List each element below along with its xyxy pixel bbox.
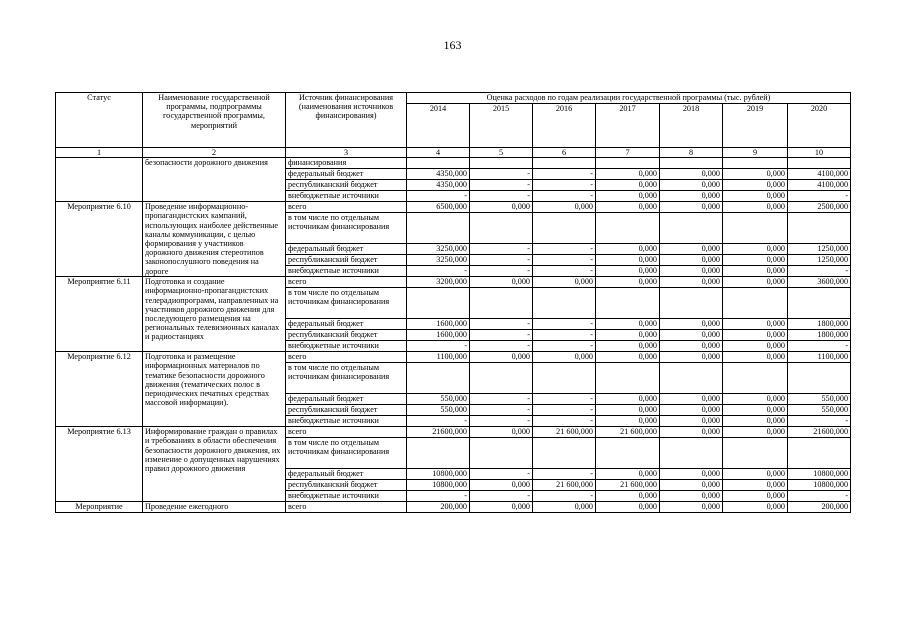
cell-amount-2018: 0,000 bbox=[660, 502, 723, 513]
header-year: 2017 bbox=[596, 104, 660, 148]
cell-amount-2020: 3600,000 bbox=[788, 277, 851, 288]
cell-amount-2015: - bbox=[470, 330, 533, 341]
cell-amount-2015: - bbox=[470, 244, 533, 255]
cell-amount-2015 bbox=[470, 213, 533, 244]
cell-amount-2020: 1250,000 bbox=[788, 244, 851, 255]
table-row bbox=[56, 352, 851, 363]
cell-amount-2017: 21 600,000 bbox=[596, 427, 660, 438]
column-number: 9 bbox=[723, 148, 788, 158]
cell-amount-2016: - bbox=[533, 255, 596, 266]
cell-amount-2018 bbox=[660, 363, 723, 394]
cell-amount-2019: 0,000 bbox=[723, 427, 788, 438]
cell-amount-2015 bbox=[470, 363, 533, 394]
cell-amount-2016: - bbox=[533, 405, 596, 416]
cell-amount-2014: - bbox=[407, 341, 470, 352]
cell-amount-2020: 10800,000 bbox=[788, 469, 851, 480]
row-funding-source: республиканский бюджет bbox=[286, 405, 407, 416]
cell-amount-2019 bbox=[723, 158, 788, 169]
row-funding-source: в том числе по отдельным источникам финансирования bbox=[286, 438, 407, 469]
row-funding-source: в том числе по отдельным источникам финансирования bbox=[286, 288, 407, 319]
cell-amount-2014 bbox=[407, 363, 470, 394]
row-funding-source: республиканский бюджет bbox=[286, 255, 407, 266]
cell-amount-2015: - bbox=[470, 319, 533, 330]
cell-amount-2020: - bbox=[788, 191, 851, 202]
cell-amount-2018 bbox=[660, 213, 723, 244]
column-number: 6 bbox=[533, 148, 596, 158]
cell-amount-2016 bbox=[533, 363, 596, 394]
cell-amount-2019: 0,000 bbox=[723, 330, 788, 341]
cell-amount-2015: - bbox=[470, 416, 533, 427]
cell-amount-2017: 0,000 bbox=[596, 180, 660, 191]
cell-amount-2017: 0,000 bbox=[596, 502, 660, 513]
cell-amount-2015: - bbox=[470, 180, 533, 191]
cell-amount-2018: 0,000 bbox=[660, 469, 723, 480]
header-year: 2015 bbox=[470, 104, 533, 148]
cell-amount-2015: - bbox=[470, 266, 533, 277]
cell-amount-2020 bbox=[788, 363, 851, 394]
cell-amount-2018: 0,000 bbox=[660, 277, 723, 288]
cell-amount-2020 bbox=[788, 213, 851, 244]
cell-amount-2018 bbox=[660, 158, 723, 169]
row-status bbox=[56, 158, 143, 202]
header-name: Наименование государственной программы, подпрограммы государственной программы, мероприятий bbox=[143, 93, 286, 148]
cell-amount-2019: 0,000 bbox=[723, 169, 788, 180]
cell-amount-2017: 0,000 bbox=[596, 491, 660, 502]
column-number: 3 bbox=[286, 148, 407, 158]
cell-amount-2017 bbox=[596, 363, 660, 394]
cell-amount-2019: 0,000 bbox=[723, 491, 788, 502]
row-measure-name: Подготовка и размещение информационных материалов по тематике безопасности дорожного движения (тематических полос в периодических печатных средствах массовой информации). bbox=[143, 352, 286, 427]
row-funding-source: всего bbox=[286, 277, 407, 288]
cell-amount-2014: 4350,000 bbox=[407, 180, 470, 191]
cell-amount-2015 bbox=[470, 158, 533, 169]
cell-amount-2016 bbox=[533, 158, 596, 169]
cell-amount-2019: 0,000 bbox=[723, 469, 788, 480]
cell-amount-2020: - bbox=[788, 416, 851, 427]
cell-amount-2017: 0,000 bbox=[596, 416, 660, 427]
header-estimate: Оценка расходов по годам реализации государственной программы (тыс. рублей) bbox=[407, 93, 851, 104]
cell-amount-2017 bbox=[596, 288, 660, 319]
row-funding-source: внебюджетные источники bbox=[286, 266, 407, 277]
cell-amount-2020 bbox=[788, 288, 851, 319]
cell-amount-2014: 6500,000 bbox=[407, 202, 470, 213]
cell-amount-2014 bbox=[407, 288, 470, 319]
cell-amount-2014: 3250,000 bbox=[407, 255, 470, 266]
row-status: Мероприятие 6.12 bbox=[56, 352, 143, 427]
cell-amount-2020: 1800,000 bbox=[788, 330, 851, 341]
cell-amount-2014: 10800,000 bbox=[407, 469, 470, 480]
cell-amount-2018: 0,000 bbox=[660, 416, 723, 427]
cell-amount-2015: - bbox=[470, 341, 533, 352]
table-body bbox=[56, 158, 851, 513]
cell-amount-2015: - bbox=[470, 169, 533, 180]
cell-amount-2020: - bbox=[788, 266, 851, 277]
row-status: Мероприятие bbox=[56, 502, 143, 513]
column-number: 2 bbox=[143, 148, 286, 158]
row-funding-source: внебюджетные источники bbox=[286, 341, 407, 352]
budget-table bbox=[55, 92, 851, 513]
column-number: 8 bbox=[660, 148, 723, 158]
cell-amount-2016: 0,000 bbox=[533, 202, 596, 213]
cell-amount-2020: 21600,000 bbox=[788, 427, 851, 438]
row-funding-source: федеральный бюджет bbox=[286, 244, 407, 255]
cell-amount-2018: 0,000 bbox=[660, 491, 723, 502]
cell-amount-2019 bbox=[723, 438, 788, 469]
cell-amount-2014: - bbox=[407, 491, 470, 502]
row-funding-source: всего bbox=[286, 502, 407, 513]
row-funding-source: федеральный бюджет bbox=[286, 319, 407, 330]
cell-amount-2015: - bbox=[470, 491, 533, 502]
header-source: Источник финансирования (наименования источников финансирования) bbox=[286, 93, 407, 148]
cell-amount-2016 bbox=[533, 288, 596, 319]
cell-amount-2019: 0,000 bbox=[723, 352, 788, 363]
cell-amount-2014 bbox=[407, 213, 470, 244]
cell-amount-2019: 0,000 bbox=[723, 394, 788, 405]
cell-amount-2018: 0,000 bbox=[660, 405, 723, 416]
cell-amount-2017: 0,000 bbox=[596, 202, 660, 213]
row-funding-source: внебюджетные источники bbox=[286, 191, 407, 202]
cell-amount-2016: - bbox=[533, 180, 596, 191]
column-number: 10 bbox=[788, 148, 851, 158]
table-row bbox=[56, 427, 851, 438]
header-year: 2020 bbox=[788, 104, 851, 148]
cell-amount-2018: 0,000 bbox=[660, 394, 723, 405]
cell-amount-2015: - bbox=[470, 469, 533, 480]
cell-amount-2017: 0,000 bbox=[596, 352, 660, 363]
cell-amount-2020: 10800,000 bbox=[788, 480, 851, 491]
cell-amount-2018: 0,000 bbox=[660, 319, 723, 330]
cell-amount-2016: - bbox=[533, 341, 596, 352]
cell-amount-2020: 550,000 bbox=[788, 394, 851, 405]
row-funding-source: республиканский бюджет bbox=[286, 480, 407, 491]
cell-amount-2017 bbox=[596, 213, 660, 244]
cell-amount-2019: 0,000 bbox=[723, 405, 788, 416]
cell-amount-2016: - bbox=[533, 319, 596, 330]
cell-amount-2014: 550,000 bbox=[407, 394, 470, 405]
column-number: 4 bbox=[407, 148, 470, 158]
cell-amount-2017: 0,000 bbox=[596, 255, 660, 266]
cell-amount-2017: 21 600,000 bbox=[596, 480, 660, 491]
cell-amount-2020: - bbox=[788, 491, 851, 502]
cell-amount-2018: 0,000 bbox=[660, 191, 723, 202]
cell-amount-2017: 0,000 bbox=[596, 469, 660, 480]
cell-amount-2018: 0,000 bbox=[660, 266, 723, 277]
header-year: 2018 bbox=[660, 104, 723, 148]
cell-amount-2014: - bbox=[407, 191, 470, 202]
row-funding-source: в том числе по отдельным источникам финансирования bbox=[286, 363, 407, 394]
cell-amount-2014: 1600,000 bbox=[407, 319, 470, 330]
column-number: 7 bbox=[596, 148, 660, 158]
cell-amount-2019: 0,000 bbox=[723, 180, 788, 191]
cell-amount-2016: - bbox=[533, 244, 596, 255]
cell-amount-2015 bbox=[470, 438, 533, 469]
row-status: Мероприятие 6.13 bbox=[56, 427, 143, 502]
cell-amount-2020: 1800,000 bbox=[788, 319, 851, 330]
row-funding-source: финансирования bbox=[286, 158, 407, 169]
cell-amount-2018 bbox=[660, 288, 723, 319]
cell-amount-2017: 0,000 bbox=[596, 405, 660, 416]
table-row bbox=[56, 277, 851, 288]
cell-amount-2017: 0,000 bbox=[596, 394, 660, 405]
row-measure-name: Проведение ежегодного bbox=[143, 502, 286, 513]
cell-amount-2019: 0,000 bbox=[723, 277, 788, 288]
cell-amount-2014: 1600,000 bbox=[407, 330, 470, 341]
cell-amount-2016: 0,000 bbox=[533, 277, 596, 288]
cell-amount-2017: 0,000 bbox=[596, 319, 660, 330]
cell-amount-2016: - bbox=[533, 266, 596, 277]
cell-amount-2014 bbox=[407, 158, 470, 169]
cell-amount-2016: - bbox=[533, 169, 596, 180]
cell-amount-2016: 0,000 bbox=[533, 502, 596, 513]
cell-amount-2015: 0,000 bbox=[470, 502, 533, 513]
cell-amount-2016: 21 600,000 bbox=[533, 427, 596, 438]
cell-amount-2014: - bbox=[407, 416, 470, 427]
table-header bbox=[56, 93, 851, 158]
cell-amount-2017 bbox=[596, 158, 660, 169]
row-measure-name: безопасности дорожного движения bbox=[143, 158, 286, 202]
row-funding-source: всего bbox=[286, 202, 407, 213]
cell-amount-2017: 0,000 bbox=[596, 244, 660, 255]
cell-amount-2014: 21600,000 bbox=[407, 427, 470, 438]
cell-amount-2019: 0,000 bbox=[723, 502, 788, 513]
cell-amount-2014: - bbox=[407, 266, 470, 277]
column-number: 5 bbox=[470, 148, 533, 158]
row-funding-source: федеральный бюджет bbox=[286, 169, 407, 180]
cell-amount-2014: 200,000 bbox=[407, 502, 470, 513]
row-funding-source: всего bbox=[286, 427, 407, 438]
row-funding-source: всего bbox=[286, 352, 407, 363]
table-row bbox=[56, 158, 851, 169]
cell-amount-2015: 0,000 bbox=[470, 352, 533, 363]
cell-amount-2016: - bbox=[533, 330, 596, 341]
cell-amount-2017: 0,000 bbox=[596, 330, 660, 341]
cell-amount-2020 bbox=[788, 438, 851, 469]
cell-amount-2016: - bbox=[533, 416, 596, 427]
cell-amount-2019: 0,000 bbox=[723, 191, 788, 202]
row-funding-source: федеральный бюджет bbox=[286, 469, 407, 480]
cell-amount-2019 bbox=[723, 363, 788, 394]
cell-amount-2020: 1250,000 bbox=[788, 255, 851, 266]
cell-amount-2019 bbox=[723, 288, 788, 319]
cell-amount-2017: 0,000 bbox=[596, 266, 660, 277]
row-status: Мероприятие 6.11 bbox=[56, 277, 143, 352]
cell-amount-2019: 0,000 bbox=[723, 480, 788, 491]
cell-amount-2019: 0,000 bbox=[723, 319, 788, 330]
cell-amount-2015: 0,000 bbox=[470, 427, 533, 438]
cell-amount-2016 bbox=[533, 213, 596, 244]
cell-amount-2020: - bbox=[788, 341, 851, 352]
cell-amount-2017: 0,000 bbox=[596, 169, 660, 180]
cell-amount-2014 bbox=[407, 438, 470, 469]
cell-amount-2018: 0,000 bbox=[660, 341, 723, 352]
cell-amount-2018: 0,000 bbox=[660, 330, 723, 341]
cell-amount-2014: 3250,000 bbox=[407, 244, 470, 255]
cell-amount-2017: 0,000 bbox=[596, 277, 660, 288]
cell-amount-2016: - bbox=[533, 394, 596, 405]
cell-amount-2014: 550,000 bbox=[407, 405, 470, 416]
cell-amount-2019: 0,000 bbox=[723, 416, 788, 427]
cell-amount-2018: 0,000 bbox=[660, 255, 723, 266]
row-funding-source: в том числе по отдельным источникам финансирования bbox=[286, 213, 407, 244]
cell-amount-2016: - bbox=[533, 469, 596, 480]
cell-amount-2018: 0,000 bbox=[660, 169, 723, 180]
cell-amount-2018: 0,000 bbox=[660, 352, 723, 363]
table-row bbox=[56, 502, 851, 513]
row-funding-source: республиканский бюджет bbox=[286, 330, 407, 341]
cell-amount-2017: 0,000 bbox=[596, 191, 660, 202]
cell-amount-2015: - bbox=[470, 255, 533, 266]
cell-amount-2014: 10800,000 bbox=[407, 480, 470, 491]
row-measure-name: Проведение информационно-пропагандистских кампаний, использующих наиболее действенные каналы коммуникации, с целью формирования у участников дорожного движения стереотипов законопослушного поведения на дороге bbox=[143, 202, 286, 277]
row-funding-source: внебюджетные источники bbox=[286, 491, 407, 502]
cell-amount-2016: - bbox=[533, 491, 596, 502]
cell-amount-2020: 4100,000 bbox=[788, 169, 851, 180]
page-number: 163 bbox=[443, 38, 462, 52]
cell-amount-2020: 4100,000 bbox=[788, 180, 851, 191]
cell-amount-2019 bbox=[723, 213, 788, 244]
row-status: Мероприятие 6.10 bbox=[56, 202, 143, 277]
cell-amount-2018: 0,000 bbox=[660, 180, 723, 191]
cell-amount-2018: 0,000 bbox=[660, 202, 723, 213]
row-measure-name: Подготовка и создание информационно-пропагандистских телерадиопрограмм, направленных на участников дорожного движения для последующего размещения на региональных телевизионных каналах и радиостанциях bbox=[143, 277, 286, 352]
cell-amount-2016: - bbox=[533, 191, 596, 202]
cell-amount-2020: 1100,000 bbox=[788, 352, 851, 363]
cell-amount-2019: 0,000 bbox=[723, 255, 788, 266]
cell-amount-2019: 0,000 bbox=[723, 244, 788, 255]
cell-amount-2018: 0,000 bbox=[660, 244, 723, 255]
cell-amount-2020: 2500,000 bbox=[788, 202, 851, 213]
cell-amount-2015: 0,000 bbox=[470, 202, 533, 213]
header-status: Статус bbox=[56, 93, 143, 148]
cell-amount-2019: 0,000 bbox=[723, 341, 788, 352]
cell-amount-2015: 0,000 bbox=[470, 480, 533, 491]
cell-amount-2020 bbox=[788, 158, 851, 169]
cell-amount-2014: 4350,000 bbox=[407, 169, 470, 180]
cell-amount-2015: - bbox=[470, 191, 533, 202]
cell-amount-2016: 21 600,000 bbox=[533, 480, 596, 491]
row-funding-source: федеральный бюджет bbox=[286, 394, 407, 405]
row-measure-name: Информирование граждан о правилах и требованиях в области обеспечения безопасности дорожного движения, их изменение о допущенных нарушениях правил дорожного движения bbox=[143, 427, 286, 502]
cell-amount-2015: - bbox=[470, 394, 533, 405]
cell-amount-2015 bbox=[470, 288, 533, 319]
cell-amount-2018: 0,000 bbox=[660, 427, 723, 438]
header-year: 2014 bbox=[407, 104, 470, 148]
header-year: 2019 bbox=[723, 104, 788, 148]
cell-amount-2015: 0,000 bbox=[470, 277, 533, 288]
cell-amount-2019: 0,000 bbox=[723, 266, 788, 277]
cell-amount-2020: 200,000 bbox=[788, 502, 851, 513]
row-funding-source: республиканский бюджет bbox=[286, 180, 407, 191]
cell-amount-2014: 1100,000 bbox=[407, 352, 470, 363]
cell-amount-2016 bbox=[533, 438, 596, 469]
cell-amount-2017 bbox=[596, 438, 660, 469]
cell-amount-2017: 0,000 bbox=[596, 341, 660, 352]
row-funding-source: внебюджетные источники bbox=[286, 416, 407, 427]
cell-amount-2016: 0,000 bbox=[533, 352, 596, 363]
cell-amount-2018: 0,000 bbox=[660, 480, 723, 491]
cell-amount-2019: 0,000 bbox=[723, 202, 788, 213]
table-row bbox=[56, 202, 851, 213]
cell-amount-2018 bbox=[660, 438, 723, 469]
cell-amount-2015: - bbox=[470, 405, 533, 416]
cell-amount-2020: 550,000 bbox=[788, 405, 851, 416]
header-year: 2016 bbox=[533, 104, 596, 148]
cell-amount-2014: 3200,000 bbox=[407, 277, 470, 288]
column-number: 1 bbox=[56, 148, 143, 158]
